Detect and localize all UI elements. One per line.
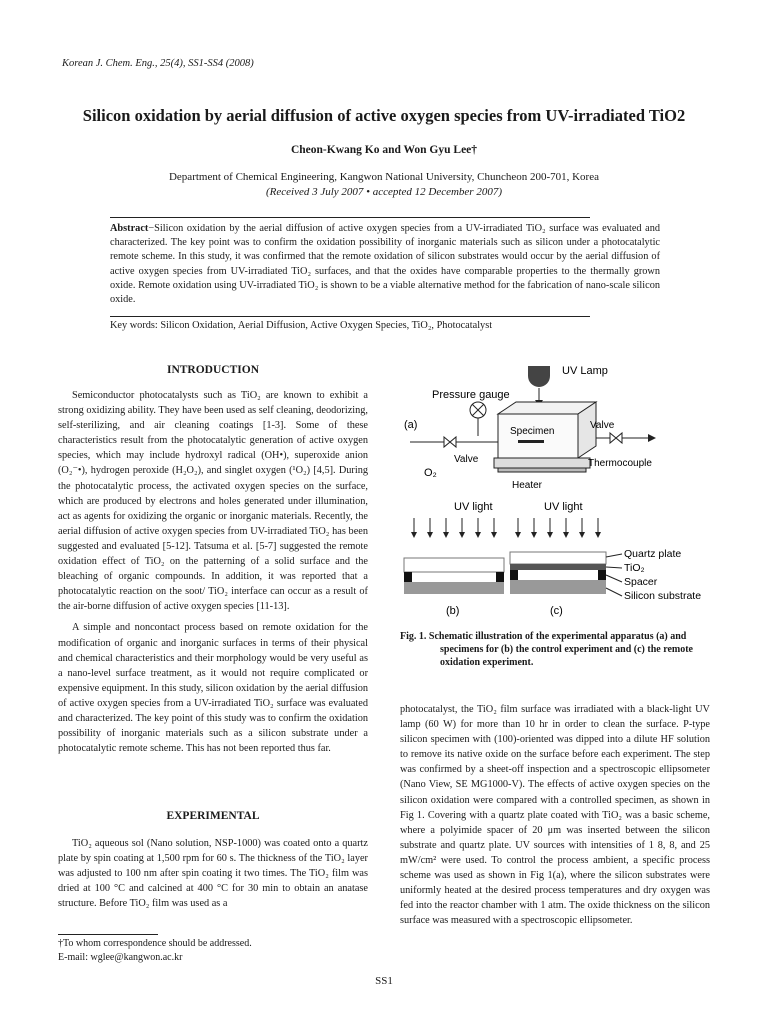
spacer-right-b [496,572,504,582]
uv-lamp-label: UV Lamp [562,365,608,377]
uv-arrows-b [411,518,497,538]
spacer-left-b [404,572,412,582]
figure-1 [400,358,720,623]
affiliation-block [0,170,768,200]
legend-pointers [606,554,622,596]
pressure-gauge-label: Pressure gauge [432,389,510,401]
paper-title: Silicon oxidation by aerial diffusion of active oxygen species from UV-irradiated TiO2 [82,106,686,125]
valve-left-label: Valve [454,454,479,465]
silicon-substrate-c [510,580,606,594]
o2-label: O₂ [424,467,437,479]
page-number: SS1 [375,975,393,987]
silicon-substrate-label: Silicon substrate [624,590,702,602]
uv-lamp-icon [528,366,550,387]
valve-right-label: Valve [590,420,615,431]
keywords: Key words: Silicon Oxidation, Aerial Diffusion, Active Oxygen Species, TiO₂, Photocatalyst [110,320,493,331]
tio2-label: TiO₂ [624,562,645,574]
specimen-label: Specimen [510,426,555,437]
abstract-top-rule [110,217,590,218]
experimental-heading: EXPERIMENTAL [166,810,260,822]
affiliation: Department of Chemical Engineering, Kangwon National University, Chuncheon 200-701, Korea [168,171,599,183]
experimental-continued [400,702,710,934]
uv-arrows-c [515,518,601,538]
author-list: Cheon-Kwang Ko and Won Gyu Lee† [290,144,478,156]
intro-paragraph-2: A simple and noncontact process based on remote oxidation for the modification of organic and inorganic surfaces in terms of their physical and chemical characteristics and their morphology would be very useful as a nano-level surface treatment, as it would not require complicated or expensive equipment. In this study, silicon oxidation by the aerial diffusion of active oxygen species from a UV-irradiated TiO₂ surface was evaluated and characterized. The key point of this study was to confirm the oxidation possibility of inorganic materials such as a silicon substrate under a photocatalytic remote scheme. This has not been reported thus far. [58,622,368,755]
footnote [58,937,358,965]
figure-caption-line-2: specimens for (b) the control experiment and (c) the remote oxidation experiment. [440,644,693,668]
abstract [110,222,660,307]
introduction-heading: INTRODUCTION [166,364,259,376]
abstract-text: −Silicon oxidation by the aerial diffusion of active oxygen species from a UV-irradiated TiO₂ surface was evaluated and characterized. The key point was to confirm the oxidation possibility of inorganic materials such as silicon under a photocatalytic remote scheme. In this study, it was confirmed that the remote oxidation of silicon substrates would occur by the aerial diffusion of active oxygen species from UV-irradiated TiO₂ surfaces, and that the oxides have comparable properties to the thermally grown oxide. Remote oxidation using UV-irradiated TiO₂ is shown to be a viable alternative method for the fabrication of nano-scale silicon oxide. [110,223,660,306]
valve-left-icon [444,437,456,447]
abstract-bottom-rule [110,316,590,317]
quartz-plate-label: Quartz plate [624,548,682,560]
figure-caption-line-1: Fig. 1. Schematic illustration of the experimental apparatus (a) and [400,631,687,642]
uv-light-c-label: UV light [544,501,583,513]
heater-label: Heater [512,480,543,491]
correspondence-note: †To whom correspondence should be addressed. [58,938,252,949]
quartz-plate-c [510,552,606,564]
valve-right-icon [610,433,622,443]
spacer-label: Spacer [624,576,658,588]
journal-reference: Korean J. Chem. Eng., 25(4), SS1-SS4 (2008) [62,58,254,69]
experimental-paragraph-2: photocatalyst, the TiO₂ film surface was irradiated with a black-light UV lamp (60 W) for more than 10 hr in order to clean the surface. P-type silicon specimen with (100)-oriented was dipped into a dilute HF solution to remove its native oxide on the surface before each experiment. The step was confirmed by a sheet-off inspection and a spectroscopic ellipsometer (Nano View, SE MG1000-V). The effects of active oxygen species on the silicon oxidation were compared with a controlled specimen, as shown in Fig 1. Covering with a quartz plate coated with TiO₂ was a basic scheme, where a polyimide spacer of 20 μm was inserted between the silicon substrate and quartz plate. UV sources with intensities of 1 8, 8, and 25 mW/cm² were used. To control the process ambient, a specific process scheme was used as shown in Fig 1(a), where the silicon substrates were uniformly heated at the desired process temperatures and dry oxygen was fed into the reactor chamber with 1 atm. The oxide thickness on the silicon surface was measured with a spectroscopic ellipsometer. [400,704,710,927]
silicon-substrate-b [404,582,504,594]
heater-block [494,458,590,472]
email-note: E-mail: wglee@kangwon.ac.kr [58,952,183,963]
received-dates: (Received 3 July 2007 • accepted 12 December 2007) [266,186,502,198]
pressure-gauge-icon [470,402,486,436]
experimental-body [58,836,368,917]
thermocouple-label: Thermocouple [588,458,652,469]
footnote-rule [58,934,158,935]
panel-a-label: (a) [404,419,418,431]
outlet-arrowhead [648,434,656,442]
intro-paragraph-1: Semiconductor photocatalysts such as TiO₂ are known to exhibit a strong oxidizing ability. They have been used as self cleaning, deodorizing, self-sterilizing, and air cleaning coatings [1-3]. Some of these characteristics result from the photocatalytic generation of active oxygen species, which may include hydroxyl radical (OH•), superoxide anion (O₂⁻•), hydrogen peroxide (H₂O₂), and singlet oxygen (¹O₂) [4,5]. During the photocatalytic process, the activated oxygen species on the surface, which are produced by electrons and holes generated under illumination, act as agents for oxidizing the organic or inorganic materials. Recently, the aerial diffusion of active oxygen species from UV-irradiated TiO₂ has been suggested and evaluated [5-12]. Tatsuma et al. [5-7] suggested the remote oxidation effect of TiO₂ on the patterning of a solid surface and the bleaching of organic compounds. In addition, it was reported that a photocatalytic reaction on the soot/ TiO₂ interface can occur as a result of the air-borne diffusion of active oxygen species [11-13]. [58,390,368,613]
tio2-layer-c [510,564,606,570]
introduction-body [58,388,368,762]
panel-c-label: (c) [550,605,563,617]
abstract-label: Abstract [110,223,149,234]
spacer-left-c [510,570,518,580]
quartz-plate-b [404,558,504,572]
panel-b-label: (b) [446,605,460,617]
spacer-right-c [598,570,606,580]
uv-light-b-label: UV light [454,501,493,513]
experimental-paragraph-1: TiO₂ aqueous sol (Nano solution, NSP-1000) was coated onto a quartz plate by spin coating at 1,500 rpm for 60 s. The thickness of the TiO₂ layer was adjusted to 100 nm after spin coating it two times. The TiO₂ film was dried at 100 °C and calcined at 400 °C for 30 min to obtain an anatase structure. Before TiO₂ film was used as a [58,838,368,910]
figure-1-caption [400,630,710,669]
